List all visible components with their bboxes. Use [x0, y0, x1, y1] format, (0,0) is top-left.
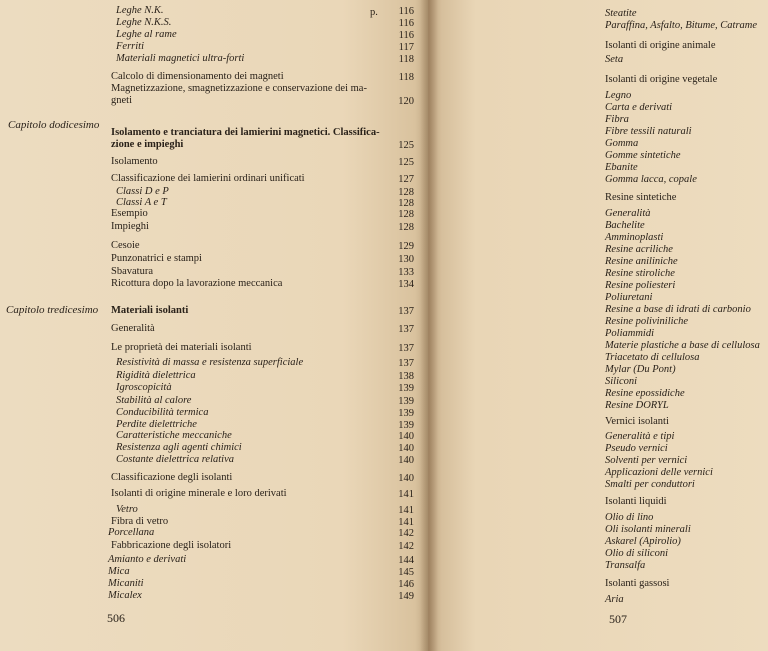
toc-page-number: 141 — [398, 489, 414, 500]
toc-entry: Micalex — [108, 590, 142, 601]
toc-entry: Classi D e P — [116, 186, 169, 197]
toc-page-number: 116 — [398, 30, 414, 41]
toc-entry: Perdite dielettriche — [116, 419, 197, 430]
toc-page-number: 139 — [398, 420, 414, 431]
toc-entry: Fibra di vetro — [111, 516, 169, 527]
toc-entry: Magnetizzazione, smagnetizzazione e conservazione dei ma- — [111, 83, 367, 94]
toc-entry: Fibre tessili naturali — [605, 126, 692, 137]
toc-entry: Vetro — [116, 504, 138, 515]
right-page-number: 507 — [609, 612, 627, 626]
toc-page-number: 116 — [398, 6, 414, 17]
toc-entry: Smalti per conduttori — [605, 479, 695, 490]
toc-page-number: 140 — [398, 473, 414, 484]
toc-entry: Gomma — [605, 138, 639, 149]
toc-entry: Punzonatrici e stampi — [111, 253, 202, 264]
toc-page-number: 137 — [398, 343, 414, 354]
toc-entry: Mica — [108, 566, 130, 577]
toc-entry: Costante dielettrica relativa — [116, 454, 235, 465]
toc-page-number: 137 — [398, 324, 414, 335]
toc-page-number: 138 — [398, 371, 414, 382]
toc-entry: Leghe al rame — [116, 29, 177, 40]
toc-entry: Rigidità dielettrica — [116, 370, 196, 381]
toc-entry: Olio di lino — [605, 512, 654, 523]
toc-entry: Siliconi — [605, 376, 638, 387]
toc-entry: Amminoplasti — [605, 232, 664, 243]
toc-entry: Gomma lacca, copale — [605, 174, 697, 185]
toc-entry: Resine stiroliche — [605, 268, 675, 279]
toc-page-number: 142 — [398, 541, 414, 552]
toc-entry: Resistenza agli agenti chimici — [116, 442, 242, 453]
toc-page-number: 140 — [398, 443, 414, 454]
toc-entry: Resine acriliche — [605, 244, 673, 255]
toc-page-number: 118 — [398, 72, 414, 83]
toc-page-number: 133 — [398, 267, 414, 278]
toc-entry: Pseudo vernici — [605, 443, 668, 454]
toc-entry: Resine aniliniche — [605, 256, 678, 267]
toc-entry: Micaniti — [108, 578, 144, 589]
toc-entry: Seta — [605, 54, 624, 65]
toc-entry: Materie plastiche a base di cellulosa — [605, 340, 760, 351]
chapter-label-dodicesimo: Capitolo dodicesimo — [8, 119, 100, 131]
toc-entry: Solventi per vernici — [605, 455, 688, 466]
toc-entry: Leghe N.K.S. — [116, 17, 172, 28]
toc-page-number: 130 — [398, 254, 414, 265]
toc-entry: Oli isolanti minerali — [605, 524, 691, 535]
toc-entry: Ricottura dopo la lavorazione meccanica — [111, 278, 283, 289]
toc-entry: Steatite — [605, 8, 637, 19]
toc-page-number: 129 — [398, 241, 414, 252]
book-gutter — [420, 0, 438, 651]
toc-entry: Classificazione degli isolanti — [111, 472, 233, 483]
toc-entry: Igroscopicità — [116, 382, 172, 393]
toc-entry: Vernici isolanti — [605, 416, 669, 427]
toc-entry: Fibra — [605, 114, 629, 125]
toc-entry: Leghe N.K. — [116, 5, 164, 16]
toc-entry: Applicazioni delle vernici — [605, 467, 713, 478]
page-prefix: p. — [370, 7, 378, 18]
toc-entry: Aria — [605, 594, 624, 605]
toc-entry: Isolanti di origine vegetale — [605, 74, 718, 85]
toc-entry: Cesoie — [111, 240, 140, 251]
toc-entry: Gomme sintetiche — [605, 150, 681, 161]
toc-page-number: 128 — [398, 187, 414, 198]
toc-entry: Generalità e tipi — [605, 431, 675, 442]
toc-entry: Ebanite — [605, 162, 638, 173]
toc-entry: Caratteristiche meccaniche — [116, 430, 232, 441]
toc-entry: zione e impieghi — [111, 139, 184, 150]
toc-entry: Conducibilità termica — [116, 407, 209, 418]
toc-entry: Resine poliviniliche — [605, 316, 689, 327]
toc-page-number: 139 — [398, 396, 414, 407]
toc-entry: Ferriti — [116, 41, 144, 52]
toc-entry: Resine sintetiche — [605, 192, 677, 203]
toc-entry: Classi A e T — [116, 197, 167, 208]
toc-entry: Stabilità al calore — [116, 395, 192, 406]
toc-entry: Classificazione dei lamierini ordinari unificati — [111, 173, 305, 184]
toc-page-number: 139 — [398, 408, 414, 419]
toc-page-number: 117 — [398, 42, 414, 53]
toc-entry: Materiali magnetici ultra-forti — [116, 53, 245, 64]
toc-page-number: 137 — [398, 306, 414, 317]
toc-page-number: 120 — [398, 96, 414, 107]
toc-entry: Resine DORYL — [605, 400, 669, 411]
toc-entry: Olio di siliconi — [605, 548, 668, 559]
toc-page-number: 149 — [398, 591, 414, 602]
toc-entry: Amianto e derivati — [108, 554, 187, 565]
toc-entry: Resine a base di idrati di carbonio — [605, 304, 751, 315]
toc-entry: Askarel (Apirolio) — [605, 536, 681, 547]
toc-page-number: 139 — [398, 383, 414, 394]
toc-page-number: 134 — [398, 279, 414, 290]
right-page — [428, 0, 768, 651]
toc-page-number: 145 — [398, 567, 414, 578]
toc-entry: gneti — [111, 95, 132, 106]
toc-page-number: 137 — [398, 358, 414, 369]
toc-page-number: 118 — [398, 54, 414, 65]
toc-entry: Calcolo di dimensionamento dei magneti — [111, 71, 284, 82]
toc-entry: Isolanti liquidi — [605, 496, 667, 507]
toc-entry: Materiali isolanti — [111, 305, 189, 316]
toc-page-number: 141 — [398, 505, 414, 516]
toc-page-number: 144 — [398, 555, 414, 566]
toc-entry: Generalità — [605, 208, 651, 219]
toc-entry: Esempio — [111, 208, 148, 219]
toc-page-number: 140 — [398, 431, 414, 442]
toc-entry: Generalità — [111, 323, 155, 334]
toc-page-number: 142 — [398, 528, 414, 539]
toc-page-number: 125 — [398, 140, 414, 151]
toc-entry: Transalfa — [605, 560, 646, 571]
toc-page-number: 116 — [398, 18, 414, 29]
toc-page-number: 128 — [398, 222, 414, 233]
toc-page-number: 127 — [398, 174, 414, 185]
toc-entry: Legno — [605, 90, 632, 101]
toc-entry: Le proprietà dei materiali isolanti — [111, 342, 252, 353]
toc-entry: Poliammidi — [605, 328, 654, 339]
toc-page-number: 125 — [398, 157, 414, 168]
toc-page-number: 140 — [398, 455, 414, 466]
toc-page-number: 128 — [398, 209, 414, 220]
toc-entry: Bachelite — [605, 220, 645, 231]
toc-entry: Porcellana — [108, 527, 155, 538]
toc-entry: Sbavatura — [111, 266, 153, 277]
toc-entry: Isolamento — [111, 156, 158, 167]
toc-page-number: 141 — [398, 517, 414, 528]
toc-page-number: 146 — [398, 579, 414, 590]
toc-entry: Carta e derivati — [605, 102, 673, 113]
toc-entry: Mylar (Du Pont) — [605, 364, 676, 375]
toc-entry: Fabbricazione degli isolatori — [111, 540, 232, 551]
left-page-number: 506 — [107, 611, 125, 625]
chapter-label-tredicesimo: Capitolo tredicesimo — [6, 304, 99, 316]
toc-entry: Poliuretani — [605, 292, 653, 303]
toc-entry: Isolamento e tranciatura dei lamierini magnetici. Classifica- — [111, 127, 380, 138]
toc-page-number: 128 — [398, 198, 414, 209]
toc-entry: Impieghi — [111, 221, 149, 232]
toc-entry: Resine poliesteri — [605, 280, 676, 291]
toc-entry: Resistività di massa e resistenza superficiale — [116, 357, 304, 368]
toc-entry: Paraffina, Asfalto, Bitume, Catrame — [605, 20, 758, 31]
toc-entry: Isolanti di origine animale — [605, 40, 716, 51]
toc-entry: Triacetato di cellulosa — [605, 352, 700, 363]
toc-entry: Isolanti di origine minerale e loro derivati — [111, 488, 287, 499]
toc-entry: Resine epossidiche — [605, 388, 685, 399]
toc-entry: Isolanti gassosi — [605, 578, 670, 589]
